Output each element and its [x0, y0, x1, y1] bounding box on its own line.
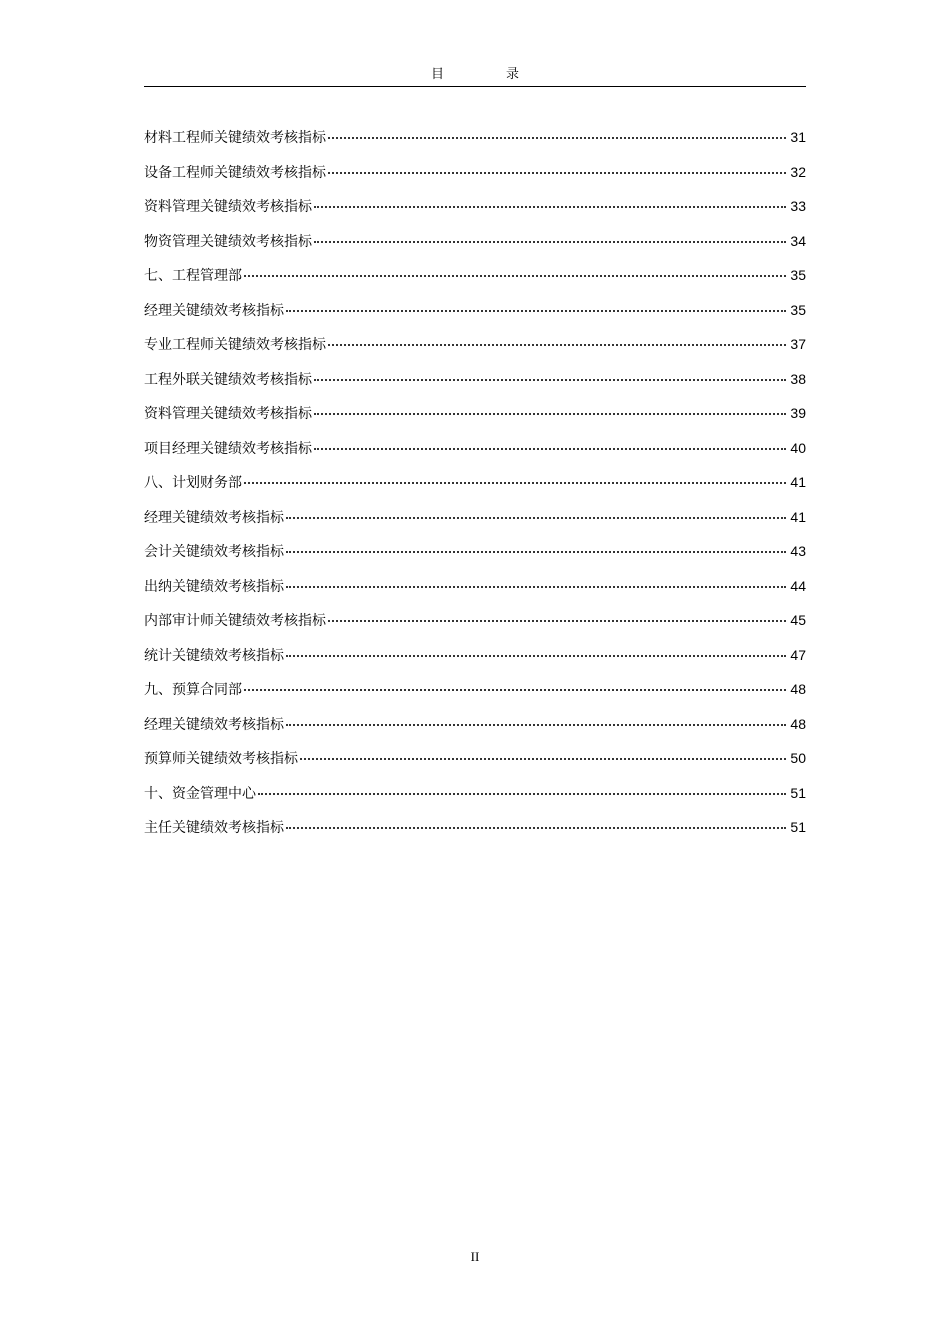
- toc-entry-page: 41: [790, 474, 806, 490]
- page-header: [144, 66, 806, 87]
- toc-entry-page: 43: [790, 543, 806, 559]
- toc-leader-dots: [244, 472, 786, 484]
- toc-leader-dots: [314, 231, 786, 243]
- toc-entry-label: 会计关键绩效考核指标: [144, 544, 284, 560]
- toc-entry[interactable]: [144, 576, 806, 611]
- toc-section-entry[interactable]: [144, 679, 806, 714]
- toc-leader-dots: [286, 714, 786, 726]
- toc-entry-page: 32: [790, 163, 806, 180]
- toc-leader-dots: [286, 645, 786, 657]
- toc-entry[interactable]: [144, 817, 806, 852]
- toc-leader-dots: [286, 541, 786, 553]
- toc-entry[interactable]: [144, 507, 806, 542]
- toc-entry[interactable]: [144, 196, 806, 231]
- toc-title: 目录: [430, 67, 581, 82]
- toc-entry-page: 51: [790, 784, 806, 801]
- toc-entry-page: 51: [790, 819, 806, 835]
- toc-leader-dots: [286, 817, 786, 829]
- toc-entry-label: 物资管理关键绩效考核指标: [144, 233, 312, 250]
- toc-entry-page: 47: [790, 646, 806, 663]
- toc-entry-label: 设备工程师关键绩效考核指标: [144, 164, 326, 181]
- toc-entry[interactable]: [144, 300, 806, 335]
- toc-leader-dots: [314, 369, 786, 381]
- toc-entry-label: 统计关键绩效考核指标: [144, 647, 284, 664]
- toc-entry-label: 资料管理关键绩效考核指标: [144, 199, 312, 215]
- toc-entry[interactable]: [144, 127, 806, 162]
- toc-entry[interactable]: [144, 162, 806, 197]
- toc-entry[interactable]: [144, 369, 806, 404]
- toc-leader-dots: [286, 300, 786, 312]
- toc-section-entry[interactable]: [144, 783, 806, 818]
- toc-entry-page: 45: [790, 612, 806, 628]
- toc-section-entry[interactable]: [144, 472, 806, 507]
- toc-leader-dots: [328, 162, 786, 174]
- toc-leader-dots: [286, 507, 786, 519]
- toc-entry[interactable]: [144, 403, 806, 438]
- toc-entry-label: 八、计划财务部: [144, 475, 242, 491]
- toc-entry-page: 44: [790, 577, 806, 594]
- toc-entry-page: 38: [790, 370, 806, 387]
- toc-entry-page: 40: [790, 439, 806, 456]
- toc-entry[interactable]: [144, 748, 806, 783]
- toc-entry-label: 内部审计师关键绩效考核指标: [144, 613, 326, 629]
- toc-leader-dots: [286, 576, 786, 588]
- toc-entry-label: 九、预算合同部: [144, 682, 242, 698]
- toc-entry-label: 经理关键绩效考核指标: [144, 302, 284, 319]
- toc-entry-page: 39: [790, 405, 806, 421]
- toc-entry-label: 七、工程管理部: [144, 268, 242, 284]
- toc-entry-label: 经理关键绩效考核指标: [144, 716, 284, 733]
- toc-entry[interactable]: [144, 714, 806, 749]
- toc-entry[interactable]: [144, 541, 806, 576]
- toc-entry-page: 48: [790, 715, 806, 732]
- toc-entry-page: 48: [790, 681, 806, 697]
- toc-entry[interactable]: [144, 438, 806, 473]
- toc-leader-dots: [258, 783, 786, 795]
- toc-section-entry[interactable]: [144, 265, 806, 300]
- toc-entry-page: 35: [790, 301, 806, 318]
- toc-entry-label: 材料工程师关键绩效考核指标: [144, 130, 326, 146]
- toc-entry-label: 出纳关键绩效考核指标: [144, 578, 284, 595]
- toc-leader-dots: [328, 610, 786, 622]
- toc-entry-label: 主任关键绩效考核指标: [144, 820, 284, 836]
- toc-entry[interactable]: [144, 610, 806, 645]
- toc-entry-page: 37: [790, 336, 806, 352]
- page-number: II: [470, 1249, 480, 1264]
- toc-entry-page: 31: [790, 129, 806, 145]
- toc-entry[interactable]: [144, 334, 806, 369]
- toc-entry-page: 50: [790, 750, 806, 766]
- toc-entry-label: 经理关键绩效考核指标: [144, 509, 284, 526]
- toc-entry-page: 33: [790, 198, 806, 214]
- toc-entry-label: 项目经理关键绩效考核指标: [144, 440, 312, 457]
- toc-entry[interactable]: [144, 645, 806, 680]
- toc-leader-dots: [244, 265, 786, 277]
- toc-leader-dots: [244, 679, 786, 691]
- toc-leader-dots: [314, 196, 786, 208]
- toc-entry-page: 41: [790, 508, 806, 525]
- toc-leader-dots: [314, 438, 786, 450]
- toc-entry-page: 34: [790, 232, 806, 249]
- toc-leader-dots: [300, 748, 786, 760]
- toc-entry-label: 资料管理关键绩效考核指标: [144, 406, 312, 422]
- toc-leader-dots: [314, 403, 786, 415]
- table-of-contents: [144, 127, 806, 852]
- toc-entry-label: 工程外联关键绩效考核指标: [144, 371, 312, 388]
- toc-entry-label: 专业工程师关键绩效考核指标: [144, 337, 326, 353]
- toc-leader-dots: [328, 127, 786, 139]
- toc-entry-label: 预算师关键绩效考核指标: [144, 751, 298, 767]
- toc-entry-page: 35: [790, 267, 806, 283]
- toc-entry-label: 十、资金管理中心: [144, 785, 256, 802]
- toc-entry[interactable]: [144, 231, 806, 266]
- toc-leader-dots: [328, 334, 786, 346]
